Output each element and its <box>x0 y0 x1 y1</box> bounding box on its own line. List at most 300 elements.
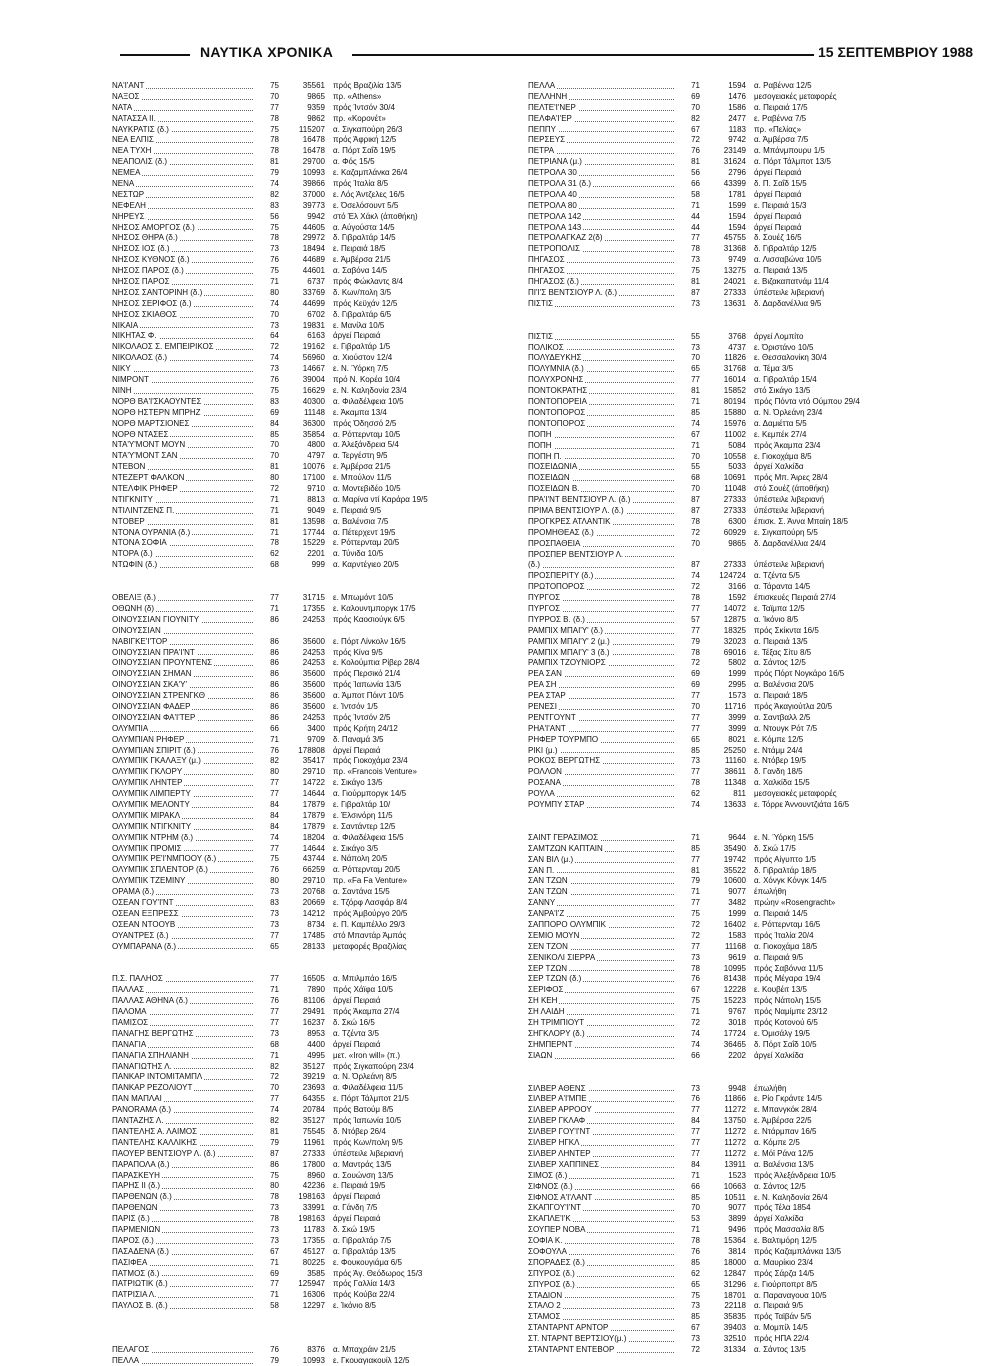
tonnage: 3166 <box>728 582 746 592</box>
position-report: δ. Σκώ 16/5 <box>333 1018 375 1028</box>
ship-name: ΝΟΡΘ ΒΑ'Ι'ΣΚΑΟΥΝΤΕΣ <box>112 396 257 407</box>
ship-row <box>112 1246 522 1257</box>
position-report: ε. Πόρτ Τάλμποτ 21/5 <box>333 1094 409 1104</box>
ship-name: ΣΑΝ ΤΖΩΝ <box>528 886 678 897</box>
position-report: α. Μπιλμπάο 16/5 <box>333 974 397 984</box>
year-built: 79 <box>691 636 700 646</box>
year-built: 68 <box>270 560 279 570</box>
tonnage: 6702 <box>307 309 325 319</box>
position-report: πρ. «Κορονέτ» <box>333 113 386 123</box>
ship-name: ΠΕΤΡΟΛΑ 143 <box>528 222 678 233</box>
ship-name: ΝΕΦΕΛΗ <box>112 200 257 211</box>
tonnage: 32023 <box>723 636 746 646</box>
tonnage: 1183 <box>728 124 746 134</box>
ship-row <box>112 1104 522 1115</box>
ship-row <box>112 625 522 636</box>
tonnage: 44605 <box>302 222 325 232</box>
ship-name: ΣΑΙΝΤ ΓΕΡΑΣΙΜΟΣ <box>528 832 678 843</box>
tonnage: 16402 <box>723 920 746 930</box>
year-built: 71 <box>270 603 279 613</box>
position-report: πρός Άκαμπα 27/4 <box>333 1007 400 1017</box>
year-built: 75 <box>270 385 279 395</box>
ship-name: ΟΙΝΟΥΣΣΙΑΝ ΦΑ'Ι'ΤΕΡ <box>112 712 257 723</box>
position-report: ύπέστειλε λιβεριανή <box>754 560 825 570</box>
position-report: α. Γάνδη 7/5 <box>333 1203 378 1213</box>
year-built: 86 <box>270 680 279 690</box>
ship-name: ΠΑΥΛΟΣ Β. (δ.) <box>112 1300 257 1311</box>
position-report: α. Σάντος 12/5 <box>754 658 806 668</box>
year-built: 87 <box>691 505 700 515</box>
ship-row <box>528 1083 928 1094</box>
tonnage: 35127 <box>302 1116 325 1126</box>
year-built: 70 <box>691 484 700 494</box>
position-report: ε. Π. Καμπέλλο 29/3 <box>333 919 405 929</box>
position-report: α. Ρόττερνταμ 20/5 <box>333 865 401 875</box>
ship-name: ΣΤΑΝΤΑΡΝΤ ΑΡΝΤΟΡ <box>528 1322 678 1333</box>
ship-name: ΠΑΣΙΦΕΑ <box>112 1257 257 1268</box>
position-report: ε. Θεσσαλονίκη 30/4 <box>754 353 827 363</box>
year-built: 81 <box>691 277 700 287</box>
ship-name: ΝΙΚΥ <box>112 363 257 374</box>
position-report: δ. Ντόβερ 26/4 <box>333 1126 386 1136</box>
year-built: 79 <box>270 168 279 178</box>
ship-row <box>112 1202 522 1213</box>
ship-row <box>528 570 928 581</box>
tonnage: 3585 <box>307 1268 325 1278</box>
tonnage: 33769 <box>302 287 325 297</box>
ship-name: ΟΛΥΜΠΙΚ ΜΙΡΑΚΛ <box>112 810 257 821</box>
ship-row <box>112 548 522 559</box>
ship-row <box>528 908 928 919</box>
tonnage <box>700 549 754 560</box>
tonnage: 39219 <box>302 1072 325 1082</box>
ship-row <box>112 516 522 527</box>
ship-name: ΝΗΣΟΣ ΣΕΡΙΦΟΣ (δ.) <box>112 298 257 309</box>
ship-name: ΟΛΥΜΠΙΚ ΣΠΛΕΝΤΟΡ (δ.) <box>112 864 257 875</box>
year-built: 76 <box>691 1094 700 1104</box>
ship-row <box>528 516 928 527</box>
ship-name: ΟΛΥΜΠΙΚ ΓΚΑΛΑΞΥ (μ.) <box>112 755 257 766</box>
ship-name: ΠΥΡΡΟΣ Β. (δ.) <box>528 614 678 625</box>
ship-row <box>528 1268 928 1279</box>
ship-row <box>528 854 928 865</box>
ship-row <box>528 1322 928 1333</box>
ship-name: ΟΛΥΜΠΙΚ ΛΗΝΤΕΡ <box>112 777 257 788</box>
ship-row <box>112 124 522 135</box>
ship-row <box>528 865 928 876</box>
ship-row <box>112 1148 522 1159</box>
ship-row <box>528 429 928 440</box>
header-rule-right <box>352 54 814 56</box>
year-built: 78 <box>270 135 279 145</box>
tonnage: 6300 <box>728 516 746 526</box>
tonnage: 20669 <box>302 898 325 908</box>
position-report: στό Μπαντάρ Άμπάς <box>333 930 407 940</box>
ship-row <box>528 919 928 930</box>
year-built: 79 <box>270 1137 279 1147</box>
year-built: 71 <box>270 1050 279 1060</box>
position-report: ε. Άμβέρσα 21/5 <box>333 255 391 265</box>
ship-row <box>112 897 522 908</box>
position-report: πρός Σιγκαπούρη 23/4 <box>333 1061 414 1071</box>
ship-name: ΝΗΣΟΣ ΑΜΟΡΓΟΣ (δ.) <box>112 222 257 233</box>
ship-row <box>112 113 522 124</box>
position-report: πρός Πόρτ Νογκάρο 16/5 <box>754 669 845 679</box>
ship-row <box>112 429 522 440</box>
position-report: ε. Ίντσόν 1/5 <box>333 701 378 711</box>
year-built: 76 <box>270 255 279 265</box>
ship-name: ΠΡΟΣΠΑΘΕΙΑ <box>528 538 678 549</box>
position-report: α. Γιβραλτάρ 15/4 <box>754 375 817 385</box>
ship-row <box>528 342 928 353</box>
ship-row <box>112 1180 522 1191</box>
ship-row <box>528 124 928 135</box>
position-report: α. Σουώνση 13/5 <box>333 1170 394 1180</box>
tonnage: 11002 <box>724 429 746 439</box>
tonnage: 20768 <box>302 887 325 897</box>
year-built: 80 <box>270 473 279 483</box>
position-report: πρός Ταϊβάν 5/5 <box>754 1312 812 1322</box>
year-built: 85 <box>691 843 700 853</box>
position-report: πρός Κεϋχάν 12/5 <box>333 298 398 308</box>
ship-row <box>528 1039 928 1050</box>
tonnage: 35127 <box>302 1061 325 1071</box>
position-report: πρός Άμβούργο 20/5 <box>333 908 408 918</box>
ship-row <box>112 352 522 363</box>
year-built: 71 <box>691 440 700 450</box>
year-built: 77 <box>270 974 279 984</box>
ship-row <box>112 265 522 276</box>
tonnage: 80194 <box>723 397 746 407</box>
year-built: 75 <box>270 1170 279 1180</box>
year-built: 73 <box>270 320 279 330</box>
ship-row <box>112 200 522 211</box>
year-built: 77 <box>270 778 279 788</box>
year-built: 86 <box>270 614 279 624</box>
ship-row <box>112 701 522 712</box>
ship-name: ΣΙΦΝΟΣ (δ.) <box>528 1181 678 1192</box>
ship-name: ΠΑΡΘΕΝΩΝ <box>112 1202 257 1213</box>
year-built: 71 <box>691 1225 700 1235</box>
year-built: 70 <box>270 91 279 101</box>
ship-name: ΠΕΛΛΗΝΗ <box>528 91 678 102</box>
position-report: δ. Δαρδανέλλια 9/5 <box>754 298 822 308</box>
position-report: ύπέστειλε λιβεριανή <box>333 1148 404 1158</box>
position-report: α. Τεργέστη 9/5 <box>333 451 388 461</box>
year-built: 62 <box>691 1268 700 1278</box>
ship-name: ΝΙΚΑΙΑ <box>112 320 257 331</box>
ship-name: ΠΕΤΡΟΠΟΛΙΣ <box>528 243 678 254</box>
tonnage: 2201 <box>307 549 325 559</box>
ship-name: ΣΙΛΒΕΡ ΓΟΥ'Ι'ΝΤ <box>528 1126 678 1137</box>
ship-row <box>528 265 928 276</box>
year-built: 56 <box>691 168 700 178</box>
ship-name: ΝΟΡΘ ΜΑΡΤΣΙΟΝΕΣ <box>112 418 257 429</box>
ship-row <box>112 407 522 418</box>
ship-row <box>112 1061 522 1072</box>
position-report: πρός Ίντσόν 30/4 <box>333 102 395 112</box>
ship-row <box>528 374 928 385</box>
year-built: 70 <box>691 451 700 461</box>
ship-name: ΟΣΕΑΝ ΕΞΠΡΕΣΣ <box>112 908 257 919</box>
tonnage: 36300 <box>302 418 325 428</box>
tonnage: 14644 <box>302 843 325 853</box>
ship-row <box>528 1311 928 1322</box>
tonnage: 14072 <box>723 603 746 613</box>
page-header <box>0 0 1000 70</box>
position-report: α. Φός 15/5 <box>333 157 375 167</box>
tonnage: 9767 <box>728 1007 746 1017</box>
year-built: 77 <box>270 1279 279 1289</box>
year-built: 82 <box>270 1116 279 1126</box>
year-built: 84 <box>270 800 279 809</box>
tonnage: 11160 <box>724 756 746 766</box>
ship-name: ΝΑ'Ι'ΑΝΤ <box>112 80 257 91</box>
ship-name: ΠΡΟΓΚΡΕΣ ΑΤΛΑΝΤΙΚ <box>528 516 678 527</box>
tonnage: 14644 <box>302 789 325 799</box>
year-built: 77 <box>691 625 700 635</box>
position-report: α. Χιούστον 12/4 <box>333 353 393 363</box>
ship-row <box>112 1213 522 1224</box>
ship-row <box>112 984 522 995</box>
tonnage: 14722 <box>302 778 325 788</box>
year-built: 86 <box>270 636 279 646</box>
ship-name: Π.Σ. ΠΑΛΗΟΣ <box>112 973 257 984</box>
tonnage: 11783 <box>303 1224 325 1234</box>
ship-row <box>112 734 522 745</box>
ship-row <box>112 592 522 603</box>
ship-name: ΝΕΑ ΕΛΠΙΣ <box>112 134 257 145</box>
position-report: ε. Κόμπε 12/5 <box>754 734 804 744</box>
ship-row <box>528 1300 928 1311</box>
position-report: πρός Αίγυπτο 1/5 <box>754 854 817 864</box>
tonnage: 9948 <box>728 1083 746 1093</box>
ship-row <box>528 1235 928 1246</box>
ship-name: ΟΙΝΟΥΣΣΙΑΝ <box>112 625 257 636</box>
ship-name: ΠΑΛΛΑΣ ΑΘΗΝΑ (δ.) <box>112 995 257 1006</box>
ship-name: ΣΤΑΔΙΟΝ <box>528 1290 678 1301</box>
ship-row <box>528 1290 928 1301</box>
ship-name: ΟΙΝΟΥΣΣΙΑΝ ΠΡΑ'Ι'ΝΤ <box>112 647 257 658</box>
ship-name: ΠΕΤΡΟΛΑ 40 <box>528 189 678 200</box>
ship-row <box>528 581 928 592</box>
ship-row <box>528 243 928 254</box>
position-report: δ. Παναμά 3/5 <box>333 734 384 744</box>
year-built: 72 <box>691 582 700 592</box>
ship-row <box>528 723 928 734</box>
position-report: ε. Κεμπέκ 27/4 <box>754 429 807 439</box>
ship-name: ΣΠΥΡΟΣ (δ.) <box>528 1268 678 1279</box>
year-built: 83 <box>270 200 279 210</box>
tonnage: 10993 <box>302 1355 325 1365</box>
position-report: ε. Πειραιά 18/5 <box>333 244 386 254</box>
tonnage: 17879 <box>302 821 325 831</box>
tonnage: 40300 <box>302 396 325 406</box>
year-built: 65 <box>691 734 700 744</box>
tonnage: 9865 <box>728 538 746 548</box>
position-report: α. Μπαχράιν 21/5 <box>333 1345 396 1355</box>
year-built: 74 <box>270 832 279 842</box>
ship-name: ΠΑΝΑΓΙΑ <box>112 1039 257 1050</box>
position-report: ε. Ν. Καληδονία 26/4 <box>754 1192 828 1202</box>
ship-row <box>528 483 928 494</box>
tonnage: 42236 <box>302 1181 325 1191</box>
ship-name: ΝΑΒΙΓΚΕ'Ι'ΤΟΡ <box>112 636 257 647</box>
year-built: 72 <box>691 1018 700 1028</box>
ship-name: ΣΙΦΝΟΣ Α'Ι'ΛΑΝΤ <box>528 1192 678 1203</box>
tonnage: 45755 <box>723 233 746 243</box>
position-report: άργεί Πειραιά <box>333 996 381 1006</box>
year-built: 71 <box>270 734 279 744</box>
ship-name: ΟΣΕΑΝ ΝΤΟΟΥΒ <box>112 919 257 930</box>
ship-name: ΟΛΥΜΠΙΚ ΛΙΜΠΕΡΤΥ <box>112 788 257 799</box>
tonnage: 36465 <box>723 1039 746 1049</box>
position-report: πρός Άλεξάνδρεια 10/5 <box>754 1170 836 1180</box>
position-report <box>754 549 928 560</box>
header-rule-left <box>120 54 190 56</box>
ship-name: ΝΑΤΑ <box>112 102 257 113</box>
year-built: 75 <box>270 854 279 864</box>
year-built: 77 <box>691 603 700 613</box>
ship-name: ΝΤΑ'Υ'ΜΟΝΤ ΣΑΝ <box>112 450 257 461</box>
ship-row <box>528 156 928 167</box>
ship-group <box>528 309 928 810</box>
year-built: 87 <box>691 560 700 570</box>
ship-name: ΝΤΕΛΦΙΚ ΡΗΦΕΡ <box>112 483 257 494</box>
ship-row <box>112 668 522 679</box>
ship-row <box>112 483 522 494</box>
ship-group <box>112 570 522 951</box>
year-built: 75 <box>270 81 279 90</box>
year-built: 71 <box>691 81 700 90</box>
ship-name: ΣΙΛΒΕΡ ΧΑΠΠΙΝΕΣ <box>528 1159 678 1170</box>
ship-row <box>528 788 928 799</box>
ship-name: ΠΗΓΑΣΟΣ (δ.) <box>528 276 678 287</box>
tonnage: 14212 <box>302 908 325 918</box>
year-built: 78 <box>691 963 700 973</box>
ship-name: ΟΥΑΝΤΡΕΣ (δ.) <box>112 930 257 941</box>
position-report: πρός Όδησσό 2/5 <box>333 418 397 428</box>
year-built: 72 <box>270 1072 279 1082</box>
ship-name: ΣΕΡ ΤΖΩΝ <box>528 963 678 974</box>
tonnage: 17800 <box>302 1159 325 1169</box>
ship-row <box>528 875 928 886</box>
year-built: 58 <box>270 1301 279 1311</box>
ship-name: ΠΑΝΤΕΛΗΣ Α. ΛΑΙΜΟΣ <box>112 1126 257 1137</box>
ship-row <box>528 232 928 243</box>
ship-name: ΣΤΑΝΤΑΡΝΤ ΕΝΤΕΒΟΡ <box>528 1344 678 1355</box>
ship-name: ΝΗΣΟΣ ΘΗΡΑ (δ.) <box>112 232 257 243</box>
year-built: 74 <box>270 179 279 189</box>
ship-group <box>112 951 522 1311</box>
tonnage: 17879 <box>302 810 325 820</box>
ship-row <box>528 527 928 538</box>
ship-name: ΠΕΛΦΑ'Ι'ΕΡ <box>528 113 678 124</box>
tonnage: 10663 <box>723 1181 746 1191</box>
position-report: ε. Σιγκαπούρη 5/5 <box>754 527 818 537</box>
ship-row <box>528 549 928 560</box>
position-report: ε. Τόρρε Άννουντζιάτα 16/5 <box>754 800 850 809</box>
year-built: 73 <box>270 244 279 254</box>
year-built: 44 <box>691 222 700 232</box>
position-report: ε. Όσελόσουντ 5/5 <box>333 200 399 210</box>
ship-row <box>528 952 928 963</box>
tonnage: 35561 <box>302 81 325 90</box>
year-built: 85 <box>691 407 700 417</box>
ship-row <box>528 930 928 941</box>
position-report: πρός Περσικό 21/4 <box>333 669 401 679</box>
tonnage: 28133 <box>302 941 325 951</box>
position-report: πρός ΗΠΑ 22/4 <box>754 1334 809 1344</box>
year-built: 68 <box>270 1039 279 1049</box>
tonnage: 999 <box>311 560 325 570</box>
position-report: πρός Κούβα 22/4 <box>333 1290 395 1300</box>
ship-row <box>112 418 522 429</box>
tonnage: 8021 <box>728 734 746 744</box>
ship-row <box>112 1115 522 1126</box>
ship-name: ΠΟΛΥΔΕΥΚΗΣ <box>528 352 678 363</box>
position-report: ύπέστειλε λιβεριανή <box>754 287 825 297</box>
position-report: μεταφορές Βραζιλίας <box>333 941 407 951</box>
position-report: α. Τζέντα 3/5 <box>333 1028 379 1038</box>
ship-name: ΣΕΡ ΤΖΩΝ (δ.) <box>528 973 678 984</box>
tonnage: 23693 <box>302 1083 325 1093</box>
tonnage: 43399 <box>723 179 746 189</box>
position-report: ε. Άμβέρσα 21/5 <box>333 462 391 472</box>
ship-name: ΝΤΕΖΕΡΤ ΦΑΛΚΟΝ <box>112 472 257 483</box>
tonnage: 39866 <box>302 179 325 189</box>
ship-name: ΡΟΛΛΟΝ <box>528 766 678 777</box>
position-report: δ. Γανδη 18/5 <box>754 767 803 777</box>
year-built: 77 <box>691 712 700 722</box>
tonnage: 9710 <box>307 483 325 493</box>
ship-row <box>112 254 522 265</box>
ship-row <box>112 189 522 200</box>
position-report: ε. Γιούρποπρτ 8/5 <box>754 1279 818 1289</box>
tonnage: 12847 <box>723 1268 746 1278</box>
tonnage: 9619 <box>728 952 746 962</box>
position-report: ε. Μπωμόντ 10/5 <box>333 593 394 603</box>
year-built: 77 <box>691 1138 700 1148</box>
ship-row <box>528 1115 928 1126</box>
year-built: 81 <box>270 516 279 526</box>
ship-name: ΣΙΑΩΝ <box>528 1050 678 1061</box>
ship-row <box>528 331 928 342</box>
ship-name: ΟΒΕΛΙΞ (δ.) <box>112 592 257 603</box>
ship-name: ΡΕΝΕΣΙ <box>528 701 678 712</box>
position-report: α. Γιούρμποργκ 14/5 <box>333 789 407 799</box>
ship-row <box>528 254 928 265</box>
position-report: α. Ρόττερνταμ 10/5 <box>333 429 401 439</box>
tonnage: 39403 <box>723 1323 746 1333</box>
ship-row <box>528 385 928 396</box>
tonnage: 2995 <box>728 680 746 690</box>
position-report: α. Φιλαδέλφεια 15/5 <box>333 832 404 842</box>
tonnage: 35522 <box>723 865 746 875</box>
year-built: 75 <box>691 909 700 919</box>
year-built: 77 <box>691 854 700 864</box>
year-built: 77 <box>691 691 700 701</box>
year-built: 71 <box>270 505 279 515</box>
ship-group <box>112 80 522 570</box>
ship-row <box>112 439 522 450</box>
ship-name: ΝΗΡΕΥΣ <box>112 211 257 222</box>
ship-row <box>528 211 928 222</box>
position-report: πρός Καοσιούγκ 6/5 <box>333 614 405 624</box>
ship-name: ΠΑΡΘΕΝΩΝ (δ.) <box>112 1191 257 1202</box>
position-report: πρός Γιοκοχάμα 23/4 <box>333 756 408 766</box>
position-report: α. Ντουγκ Ρότ 7/5 <box>754 723 818 733</box>
